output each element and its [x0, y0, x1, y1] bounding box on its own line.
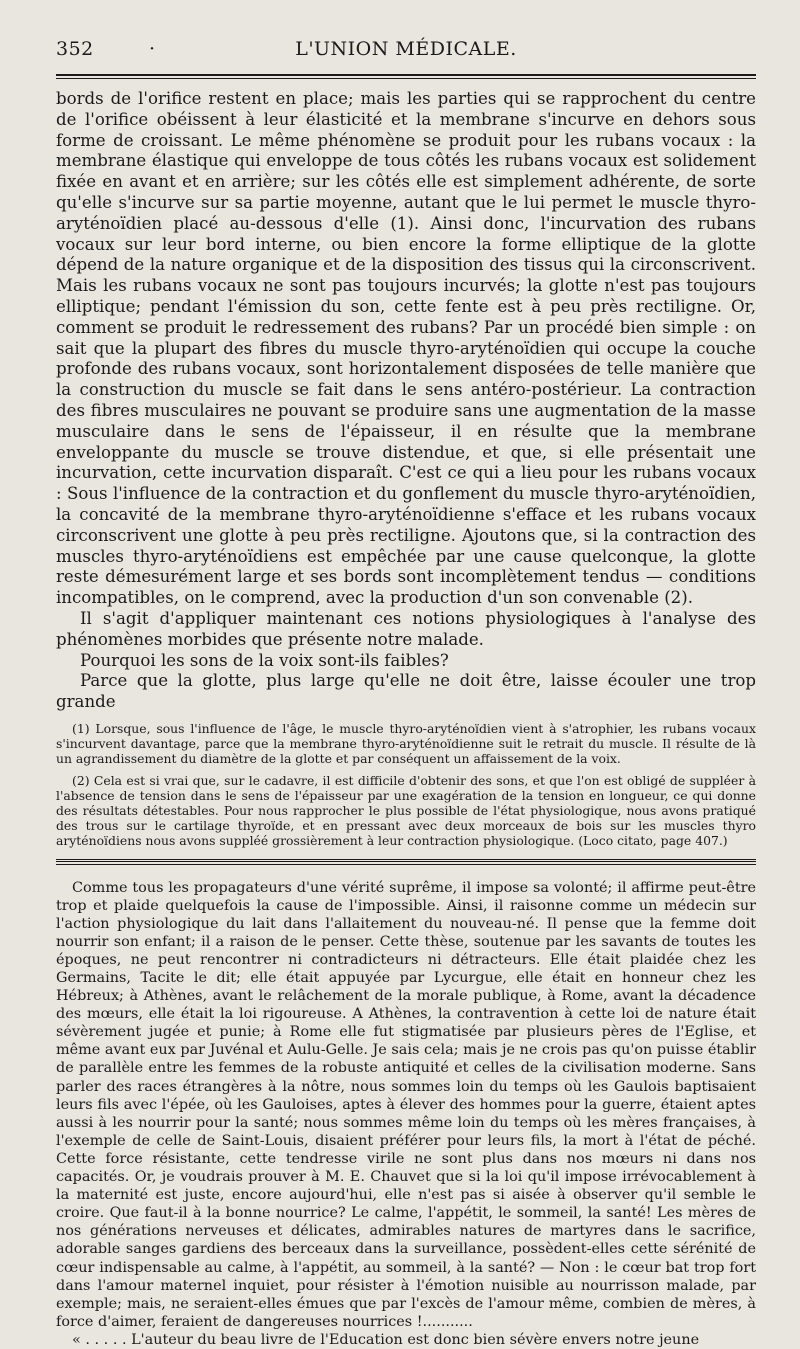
feuilleton-text [56, 879, 756, 1349]
paragraph: « . . . . . L'auteur du beau livre de l'Education est donc bien sévère envers notre jeune [72, 1331, 700, 1348]
header-rule [56, 74, 756, 76]
main-text [56, 89, 756, 713]
footnote: (1) Lorsque, sous l'influence de l'âge, le muscle thyro-aryténoïdien vient à s'atrophier, les rubans vocaux s'incurvent davantage, parce que la membrane thyro-aryténoïdienne suit le retrait du muscle. Il résulte de là un agrandissement du diamètre de la glotte et par conséquent un affaissement de la voix. [56, 720, 756, 767]
running-title: L'UNION MÉDICALE. [295, 38, 517, 60]
running-header [56, 34, 756, 62]
paragraph: Pourquoi les sons de la voix sont-ils faibles? [80, 650, 449, 670]
paragraph: Comme tous les propagateurs d'une vérité suprême, il impose sa volonté; il affirme peut-être trop et plaide quelquefois la cause de l'impossible. Ainsi, il raisonne comme un médecin sur l'action physiologique du lait dans l'allaitement du nouveau-né. Il pense que la femme doit nourrir son enfant; il a raison de le penser. Cette thèse, soutenue par les savants de toutes les époques, ne peut rencontrer ni contradicteurs ni détracteurs. Elle était plaidée chez les Germains, Tacite le dit; elle était appuyée par Lycurgue, elle était en honneur chez les Hébreux; à Athènes, avant le relâchement de la morale publique, à Rome, avant la décadence des mœurs, elle était la loi rigoureuse. A Athènes, la contravention à cette loi de nature était sévèrement jugée et punie; à Rome elle fut stigmatisée par plusieurs pères de l'Eglise, et même avant eux par Juvénal et Aulu-Gelle. Je sais cela; mais je ne crois pas qu'on puisse établir de parallèle entre les femmes de la robuste antiquité et celles de la civilisation moderne. Sans parler des races étrangères à la nôtre, nous sommes loin du temps où les Gaulois baptisaient leurs fils avec l'épée, où les Gauloises, aptes à élever des hommes pour la guerre, étaient aptes aussi à les nourrir pour la santé; nous sommes même loin du temps où les mères françaises, à l'exemple de celle de Saint-Louis, disaient préférer pour leurs fils, la mort à l'état de péché. Cette force résistante, cette tendresse virile ne sont plus dans nos mœurs ni dans nos capacités. Or, je voudrais prouver à M. E. Chauvet que si la loi qu'il impose irrévocablement à la maternité est juste, encore aujourd'hui, elle n'est pas si aisée à observer qu'il semble le croire. Que faut-il à la bonne nourrice? Le calme, l'appétit, le sommeil, la santé! Les mères de nos générations nerveuses et délicates, admirables natures de martyres dans le sacrifice, adorable sanges gardiens des berceaux dans la surveillance, possèdent-elles cette sérénité de cœur indispensable au calme, à l'appétit, au sommeil, à la santé? — Non : le cœur bat trop fort dans l'amour maternel inquiet, pour résister à l'émotion nuisible au nourrisson malade, par exemple; mais, ne seraient-elles émues que par l'excès de l'amour même, combien de mères, à force d'aimer, feraient de dangereuses nourrices !........... [56, 879, 756, 1330]
paragraph: Parce que la glotte, plus large qu'elle ne doit être, laisse écouler une trop grande [56, 671, 756, 712]
paragraph: bords de l'orifice restent en place; mais les parties qui se rapprochent du centre de l'orifice obéissent à leur élasticité et la membrane s'incurve en dehors sous forme de croissant. Le même phénomène se produit pour les rubans vocaux : la membrane élastique qui enveloppe de tous côtés les rubans vocaux est solidement fixée en avant et en arrière; sur les côtés elle est simplement adhérente, de sorte qu'elle s'incurve sur sa partie moyenne, autant que le lui permet le muscle thyro-aryténoïdien placé au-dessous d'elle (1). Ainsi donc, l'incurvation des rubans vocaux sur leur bord interne, ou bien encore la forme elliptique de la glotte dépend de la nature organique et de la disposition des tissus qui la circonscrivent. Mais les rubans vocaux ne sont pas toujours incurvés; la glotte n'est pas toujours elliptique; pendant l'émission du son, cette fente est à peu près rectiligne. Or, comment se produit le redressement des rubans? Par un procédé bien simple : on sait que la plupart des fibres du muscle thyro-aryténoïdien qui occupe la couche profonde des rubans vocaux, sont horizontalement disposées de telle manière que la construction du muscle se fait dans le sens antéro-postérieur. La contraction des fibres musculaires ne pouvant se produire sans une augmentation de la masse musculaire dans le sens de l'épaisseur, il en résulte que la membrane enveloppante du muscle se trouve distendue, et que, si elle présentait une incurvation, cette incurvation disparaît. C'est ce qui a lieu pour les rubans vocaux : Sous l'influence de la contraction et du gonflement du muscle thyro-aryténoïdien, la concavité de la membrane thyro-aryténoïdienne s'efface et les rubans vocaux circonscrivent une glotte à peu près rectiligne. Ajoutons que, si la contraction des muscles thyro-aryténoïdiens est empêchée par une cause quelconque, la glotte reste démesurément large et ses bords sont incomplètement tendus — conditions incompatibles, on le comprend, avec la production d'un son convenable (2). [56, 89, 756, 608]
footnote: (2) Cela est si vrai que, sur le cadavre, il est difficile d'obtenir des sons, et que l'on est obligé de suppléer à l'absence de tension dans le sens de l'épaisseur par une exagération de la tension en longueur, ce qui donne des résultats détestables. Pour nous rapprocher le plus possible de l'état physiologique, nous avons pratiqué des trous sur le cartilage thyroïde, et en pressant avec deux morceaux de bois sur les muscles thyro aryténoïdiens nous avons suppléé grossièrement à leur contraction physiologique. (Loco citato, page 407.) [56, 772, 756, 849]
separator-rule-thin [56, 864, 756, 865]
header-dot: · [149, 38, 156, 60]
paragraph: Il s'agit d'appliquer maintenant ces notions physiologiques à l'analyse des phénomènes morbides que présente notre malade. [56, 608, 756, 649]
feuilleton-separator [56, 859, 756, 865]
separator-rule [56, 859, 756, 862]
footnotes [56, 721, 756, 849]
page-number: 352 [56, 38, 94, 60]
header-rule-thin [56, 78, 756, 79]
